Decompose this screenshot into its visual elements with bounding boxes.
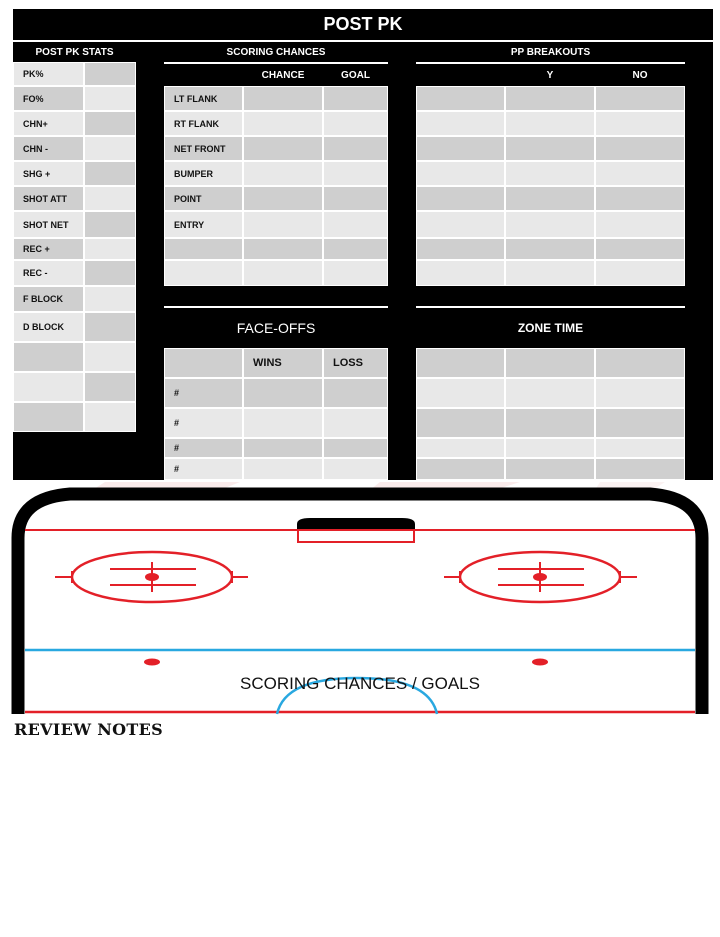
scoring-goal-cell (323, 186, 388, 211)
pp-yes-cell (505, 260, 595, 286)
goal-net (297, 518, 415, 530)
right-edge (685, 42, 713, 480)
stats-header: POST PK STATS (13, 42, 136, 62)
stats-row-value (84, 86, 136, 111)
zone-time-cell (595, 348, 685, 378)
stats-row-value (84, 342, 136, 372)
faceoffs-loss-cell (323, 408, 388, 438)
zone-time-cell (595, 378, 685, 408)
zone-time-cell (416, 378, 505, 408)
pp-no-cell (595, 111, 685, 136)
faceoffs-row-label: # (164, 408, 243, 438)
faceoffs-col-wins: WINS (243, 348, 323, 378)
pp-row-label (416, 161, 505, 186)
zone-time-cell (595, 408, 685, 438)
pp-row-label (416, 86, 505, 111)
scoring-chance-cell (243, 136, 323, 161)
faceoffs-row-label: # (164, 438, 243, 458)
stats-row-label (13, 342, 84, 372)
stats-row-label: REC - (13, 260, 84, 286)
scoring-row-label: POINT (164, 186, 243, 211)
scoring-goal-cell (323, 260, 388, 286)
pp-no-cell (595, 238, 685, 260)
pp-row-label (416, 186, 505, 211)
review-notes-title: REVIEW NOTES (14, 720, 163, 739)
scoring-col-blank (164, 64, 243, 86)
faceoffs-wins-cell (243, 378, 323, 408)
zone-time-cell (416, 438, 505, 458)
faceoffs-wins-cell (243, 438, 323, 458)
neutral-dot-right (532, 659, 548, 666)
stats-row-value (84, 372, 136, 402)
faceoffs-col-loss: LOSS (323, 348, 388, 378)
scoring-chance-cell (243, 86, 323, 111)
scoring-row-label (164, 238, 243, 260)
pp-col-yes: Y (505, 64, 595, 86)
pp-yes-cell (505, 136, 595, 161)
pp-no-cell (595, 136, 685, 161)
pp-row-label (416, 260, 505, 286)
pp-row-label (416, 211, 505, 238)
pp-no-cell (595, 211, 685, 238)
scoring-goal-cell (323, 136, 388, 161)
pp-row-label (416, 111, 505, 136)
stats-row-label: F BLOCK (13, 286, 84, 312)
stats-row-label: CHN - (13, 136, 84, 161)
scoring-goal-cell (323, 86, 388, 111)
scoring-chance-cell (243, 111, 323, 136)
stats-row-label: FO% (13, 86, 84, 111)
zone-time-cell (416, 458, 505, 480)
faceoffs-row-label: # (164, 458, 243, 480)
pp-row-label (416, 136, 505, 161)
pp-yes-cell (505, 238, 595, 260)
stats-row-label: D BLOCK (13, 312, 84, 342)
scoring-row-label: ENTRY (164, 211, 243, 238)
stats-row-value (84, 312, 136, 342)
neutral-dot-left (144, 659, 160, 666)
faceoffs-wins-cell (243, 408, 323, 438)
scoring-goal-cell (323, 238, 388, 260)
pp-no-cell (595, 86, 685, 111)
pp-no-cell (595, 186, 685, 211)
scoring-goal-cell (323, 111, 388, 136)
stats-row-value (84, 402, 136, 432)
faceoffs-header: FACE-OFFS (164, 308, 388, 348)
stats-row-value (84, 238, 136, 260)
zone-time-cell (505, 348, 595, 378)
scoring-row-label: LT FLANK (164, 86, 243, 111)
zone-time-cell (505, 408, 595, 438)
pp-col-no: NO (595, 64, 685, 86)
scoring-chance-cell (243, 161, 323, 186)
scoring-row-label: NET FRONT (164, 136, 243, 161)
pp-yes-cell (505, 211, 595, 238)
stats-row-value (84, 186, 136, 211)
mid-divider (388, 42, 416, 480)
scoring-chance-cell (243, 260, 323, 286)
scoring-row-label: BUMPER (164, 161, 243, 186)
faceoffs-loss-cell (323, 438, 388, 458)
stats-row-label: SHOT ATT (13, 186, 84, 211)
rink-label: SCORING CHANCES / GOALS (240, 674, 480, 693)
scoring-chance-cell (243, 238, 323, 260)
stats-row-label: SHG + (13, 161, 84, 186)
zone-time-cell (416, 348, 505, 378)
zone-time-header: ZONE TIME (416, 308, 685, 348)
page-title: POST PK (13, 9, 713, 40)
stats-row-label: CHN+ (13, 111, 84, 136)
stats-row-value (84, 161, 136, 186)
stats-row-value (84, 136, 136, 161)
left-faceoff-circle (55, 552, 248, 602)
stats-footer-block (13, 432, 136, 480)
right-faceoff-circle (444, 552, 637, 602)
stats-row-label: PK% (13, 62, 84, 86)
pp-col-blank (416, 64, 505, 86)
pp-row-label (416, 238, 505, 260)
zone-time-cell (505, 378, 595, 408)
stats-row-label: REC + (13, 238, 84, 260)
pp-yes-cell (505, 111, 595, 136)
faceoffs-wins-cell (243, 458, 323, 480)
zone-time-cell (595, 438, 685, 458)
scoring-chance-cell (243, 211, 323, 238)
scoring-chance-cell (243, 186, 323, 211)
scoring-col-chance: CHANCE (243, 64, 323, 86)
stats-row-label: SHOT NET (13, 211, 84, 238)
stats-row-label (13, 402, 84, 432)
faceoffs-col-blank (164, 348, 243, 378)
scoring-separator (164, 286, 388, 306)
pp-yes-cell (505, 161, 595, 186)
stats-row-value (84, 62, 136, 86)
pp-separator (416, 286, 685, 306)
pp-yes-cell (505, 186, 595, 211)
scoring-header: SCORING CHANCES (164, 42, 388, 62)
stats-row-value (84, 260, 136, 286)
scoring-row-label: RT FLANK (164, 111, 243, 136)
pp-yes-cell (505, 86, 595, 111)
zone-time-cell (416, 408, 505, 438)
pp-no-cell (595, 161, 685, 186)
left-divider (136, 42, 164, 480)
zone-time-cell (505, 438, 595, 458)
scoring-goal-cell (323, 211, 388, 238)
stats-row-label (13, 372, 84, 402)
zone-time-cell (595, 458, 685, 480)
scoring-goal-cell (323, 161, 388, 186)
stats-row-value (84, 286, 136, 312)
faceoffs-loss-cell (323, 458, 388, 480)
faceoffs-row-label: # (164, 378, 243, 408)
faceoffs-loss-cell (323, 378, 388, 408)
stats-row-value (84, 211, 136, 238)
scoring-row-label (164, 260, 243, 286)
zone-time-cell (505, 458, 595, 480)
goal-crease (298, 530, 414, 542)
stats-row-value (84, 111, 136, 136)
pp-header: PP BREAKOUTS (416, 42, 685, 62)
pp-no-cell (595, 260, 685, 286)
scoring-col-goal: GOAL (323, 64, 388, 86)
